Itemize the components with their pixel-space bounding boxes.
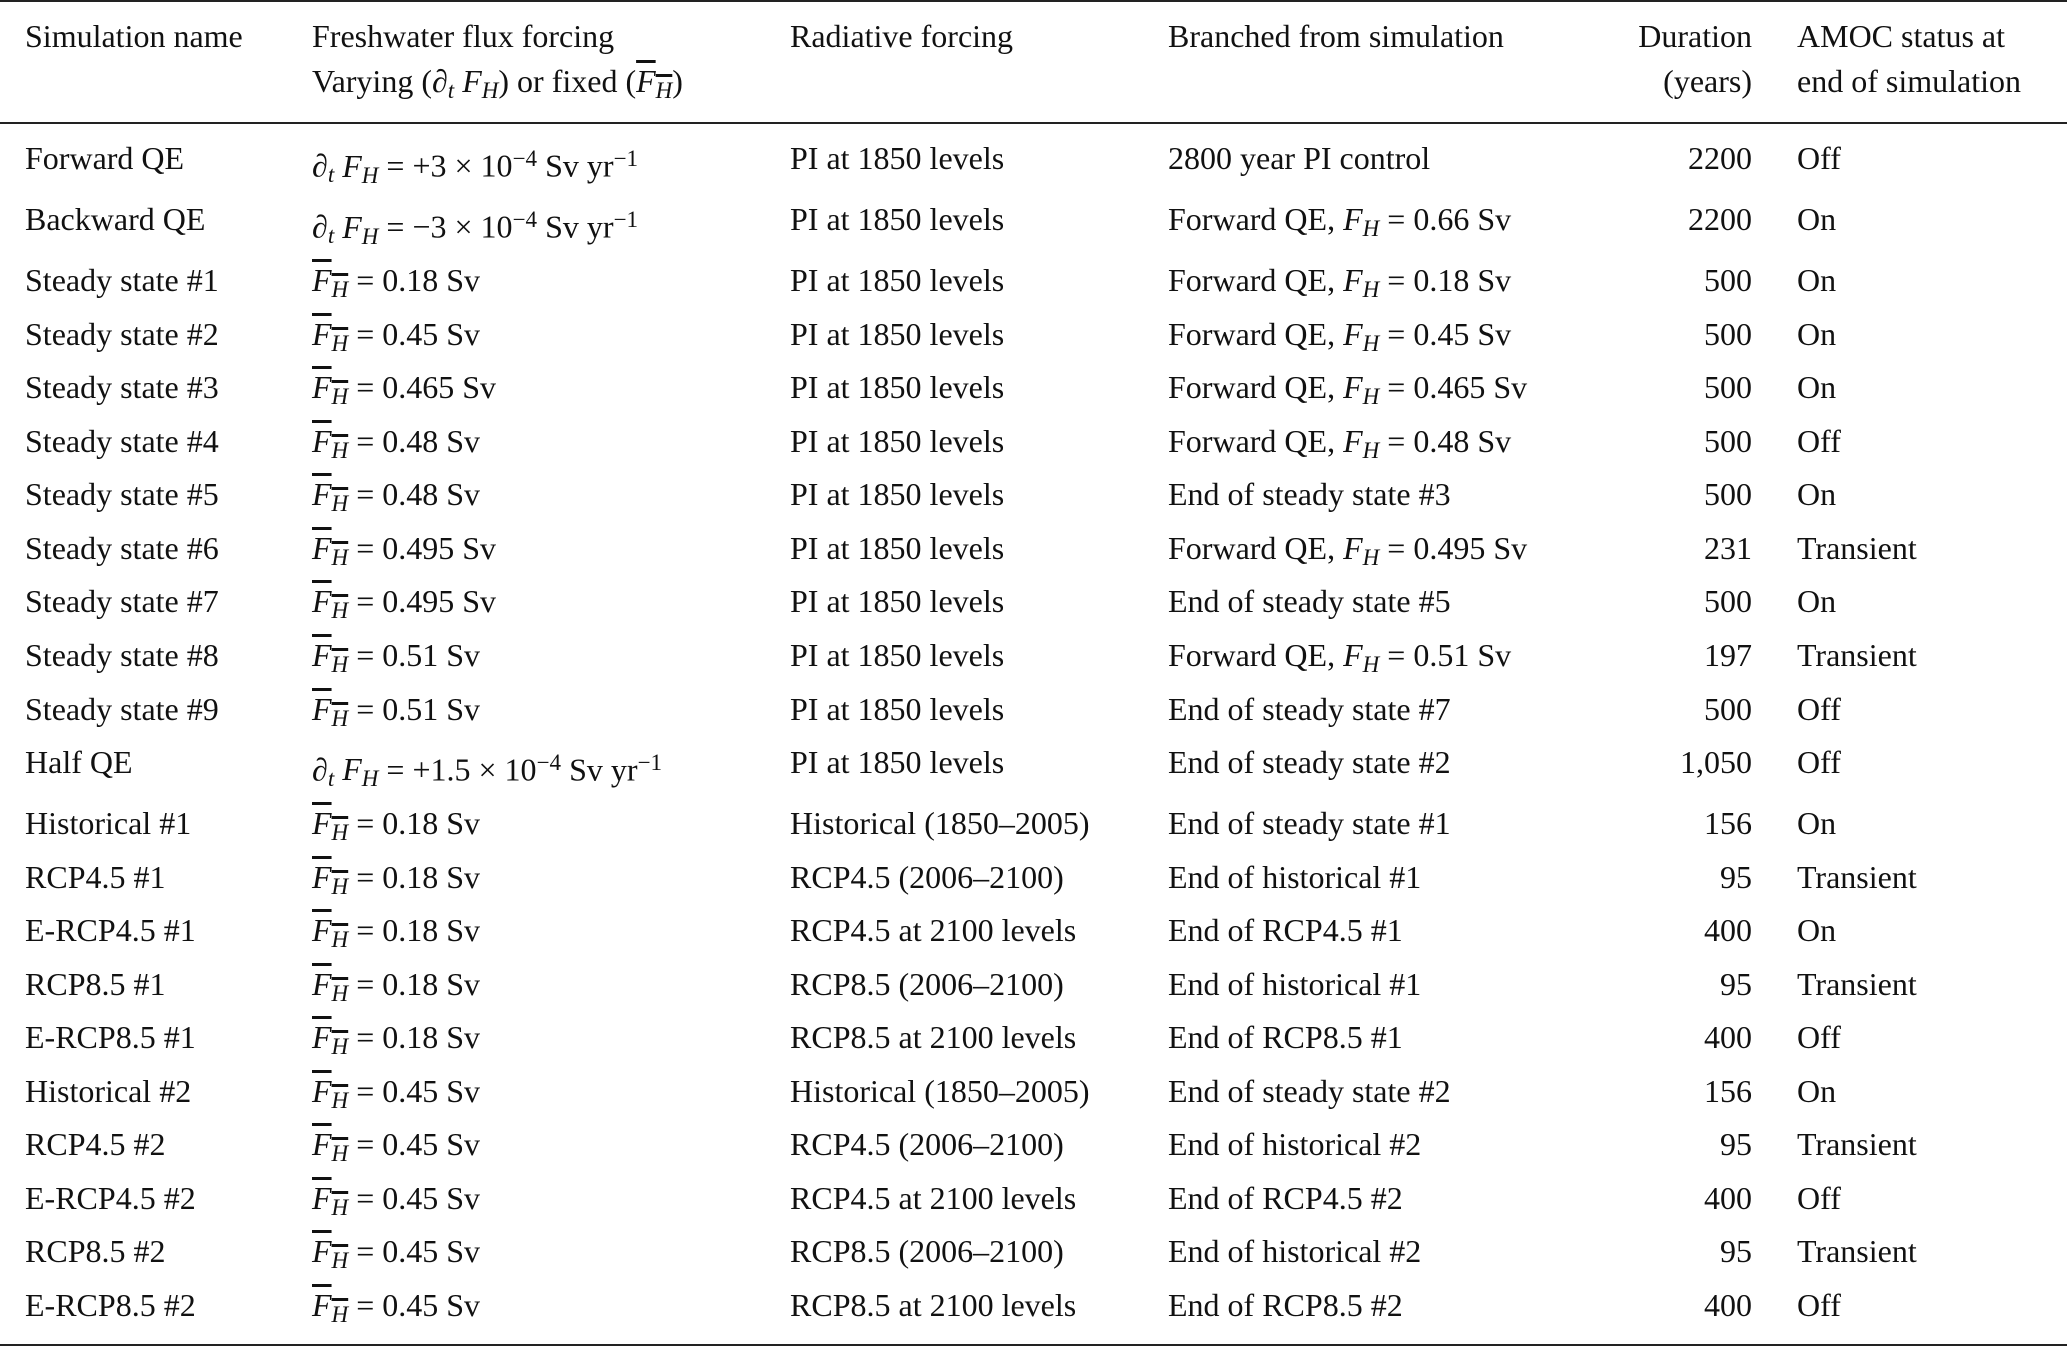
table-row [0, 1015, 2067, 1069]
cell-freshwater-flux: $F_H = 0.18$ Sv [312, 1019, 481, 1059]
cell-branched-from: End of steady state #2 [1168, 1072, 1451, 1109]
header-row-1 [0, 1, 2067, 59]
cell-radiative-forcing: RCP8.5 (2006–2100) [790, 1233, 1064, 1270]
cell-freshwater-flux: $F_H = 0.465$ Sv [312, 369, 497, 409]
cell-duration: 500 [1704, 422, 1752, 459]
cell-freshwater-flux: $F_H = 0.45$ Sv [312, 1126, 481, 1167]
table-row [0, 1283, 2067, 1346]
header-row-2 [0, 59, 2067, 124]
cell-radiative-forcing: PI at 1850 levels [790, 262, 1005, 299]
cell-radiative-forcing: RCP8.5 at 2100 levels [790, 1283, 1168, 1346]
cell-freshwater-flux: $F_H = 0.45$ Sv [312, 1233, 481, 1274]
cell-branched-from: Forward QE, $F_H = 0.48$ Sv [1168, 422, 1512, 463]
cell-duration: 400 [1704, 1179, 1752, 1216]
header-simulation-name: Simulation name [0, 1, 312, 59]
cell-branched-from: Forward QE, $F_H = 0.18$ Sv [1168, 262, 1512, 302]
cell-simulation-name: Steady state #9 [25, 690, 219, 727]
cell-branched-from: End of RCP8.5 #1 [1168, 1019, 1403, 1056]
cell-duration: 400 [1704, 912, 1752, 949]
cell-freshwater-flux: $F_H = 0.495$ Sv [312, 583, 497, 624]
cell-amoc-status: On [1797, 804, 1837, 841]
cell-simulation-name: Historical #2 [25, 1072, 192, 1109]
cell-branched-from: End of steady state #5 [1168, 583, 1451, 620]
table-row [0, 962, 2067, 1016]
cell-freshwater-flux: $F_H = 0.495$ Sv [312, 529, 497, 570]
cell-branched-from: Forward QE, $F_H = 0.66$ Sv [1168, 201, 1512, 241]
cell-duration: 500 [1704, 262, 1752, 299]
cell-amoc-status: Off [1797, 744, 1841, 781]
cell-amoc-status: On [1797, 369, 1837, 406]
cell-amoc-status: Off [1797, 1283, 2067, 1346]
cell-branched-from: End of historical #2 [1168, 1126, 1422, 1163]
cell-branched-from: End of RCP4.5 #1 [1168, 912, 1403, 949]
table-row [0, 687, 2067, 741]
cell-duration: 2200 [1688, 140, 1752, 177]
cell-radiative-forcing: Historical (1850–2005) [790, 804, 1090, 841]
cell-duration: 95 [1720, 858, 1752, 895]
cell-branched-from: End of steady state #7 [1168, 690, 1451, 727]
cell-amoc-status: Transient [1797, 529, 1917, 566]
cell-branched-from: End of steady state #3 [1168, 476, 1451, 513]
table-row [0, 579, 2067, 633]
table-row [0, 123, 2067, 197]
table-row [0, 258, 2067, 312]
cell-freshwater-flux: $F_H = 0.45$ Sv [312, 315, 481, 356]
cell-freshwater-flux: $F_H = 0.18$ Sv [312, 262, 481, 302]
header-amoc-2: end of simulation [1797, 59, 2067, 124]
cell-branched-from: End of RCP4.5 #2 [1168, 1179, 1403, 1216]
cell-amoc-status: On [1797, 315, 1837, 352]
table-row [0, 1069, 2067, 1123]
cell-simulation-name: Forward QE [25, 140, 185, 177]
cell-branched-from: Forward QE, $F_H = 0.465$ Sv [1168, 369, 1528, 409]
cell-amoc-status: On [1797, 583, 1837, 620]
cell-simulation-name: E-RCP8.5 #2 [0, 1283, 312, 1346]
cell-branched-from: End of historical #1 [1168, 858, 1422, 895]
header-radiative: Radiative forcing [790, 1, 1168, 59]
cell-branched-from: Forward QE, $F_H = 0.495$ Sv [1168, 529, 1528, 570]
cell-amoc-status: Transient [1797, 965, 1917, 1002]
cell-radiative-forcing: RCP4.5 at 2100 levels [790, 912, 1077, 949]
header-freshwater-1: Freshwater flux forcing [312, 1, 790, 59]
cell-amoc-status: On [1797, 262, 1837, 299]
cell-duration: 500 [1704, 369, 1752, 406]
cell-duration: 2200 [1688, 201, 1752, 238]
cell-branched-from: 2800 year PI control [1168, 140, 1431, 177]
cell-radiative-forcing: PI at 1850 levels [790, 201, 1005, 238]
cell-simulation-name: Steady state #5 [25, 476, 219, 513]
cell-amoc-status: On [1797, 201, 1837, 238]
cell-radiative-forcing: RCP4.5 (2006–2100) [790, 858, 1064, 895]
cell-simulation-name: Steady state #1 [25, 262, 219, 299]
cell-duration: 400 [1578, 1283, 1797, 1346]
cell-duration: 156 [1704, 804, 1752, 841]
cell-freshwater-flux: $\partial_t$ $F_H = +1.5 \times 10^{-4}$ Sv $yr^{-1}$ [312, 749, 663, 792]
cell-freshwater-flux: $F_H = 0.45$ Sv [312, 1179, 481, 1220]
cell-freshwater-flux: $\partial_t$ $F_H = -3 \times 10^{-4}$ Sv $yr^{-1}$ [312, 206, 639, 249]
cell-branched-from: End of steady state #2 [1168, 744, 1451, 781]
table-body [0, 123, 2067, 1345]
cell-simulation-name: RCP4.5 #2 [25, 1126, 166, 1163]
cell-duration: 500 [1704, 476, 1752, 513]
cell-radiative-forcing: RCP8.5 at 2100 levels [790, 1019, 1077, 1056]
cell-radiative-forcing: PI at 1850 levels [790, 583, 1005, 620]
table-row [0, 908, 2067, 962]
cell-branched-from: Forward QE, $F_H = 0.45$ Sv [1168, 315, 1512, 356]
cell-amoc-status: Transient [1797, 858, 1917, 895]
cell-simulation-name: E-RCP4.5 #2 [25, 1179, 196, 1216]
cell-duration: 1,050 [1680, 744, 1752, 781]
cell-duration: 156 [1704, 1072, 1752, 1109]
cell-amoc-status: On [1797, 912, 1837, 949]
cell-amoc-status: Off [1797, 1019, 1841, 1056]
cell-simulation-name: Backward QE [25, 201, 206, 238]
table-row [0, 740, 2067, 801]
cell-radiative-forcing: PI at 1850 levels [790, 636, 1005, 673]
cell-branched-from: Forward QE, $F_H = 0.51$ Sv [1168, 636, 1512, 677]
cell-amoc-status: Off [1797, 690, 1841, 727]
cell-freshwater-flux: $F_H = 0.51$ Sv [312, 690, 481, 731]
cell-branched-from: End of RCP8.5 #2 [1168, 1283, 1578, 1346]
cell-amoc-status: On [1797, 1072, 1837, 1109]
table-row [0, 1122, 2067, 1176]
cell-freshwater-flux: $F_H = 0.45$ Sv [312, 1283, 790, 1346]
cell-freshwater-flux: $F_H = 0.18$ Sv [312, 965, 481, 1006]
cell-duration: 500 [1704, 315, 1752, 352]
cell-amoc-status: Transient [1797, 1233, 1917, 1270]
cell-amoc-status: Transient [1797, 636, 1917, 673]
cell-simulation-name: RCP8.5 #1 [25, 965, 166, 1002]
cell-freshwater-flux: $F_H = 0.48$ Sv [312, 476, 481, 517]
table-row [0, 633, 2067, 687]
table-row [0, 312, 2067, 366]
cell-amoc-status: Off [1797, 1179, 1841, 1216]
cell-radiative-forcing: RCP4.5 (2006–2100) [790, 1126, 1064, 1163]
cell-freshwater-flux: $\partial_t$ $F_H = +3 \times 10^{-4}$ Sv $yr^{-1}$ [312, 145, 639, 188]
cell-freshwater-flux: $F_H = 0.18$ Sv [312, 804, 481, 845]
cell-freshwater-flux: $F_H = 0.48$ Sv [312, 422, 481, 463]
cell-duration: 95 [1720, 965, 1752, 1002]
cell-amoc-status: Off [1797, 140, 1841, 177]
cell-duration: 500 [1704, 583, 1752, 620]
cell-simulation-name: RCP8.5 #2 [25, 1233, 166, 1270]
table-row [0, 419, 2067, 473]
cell-duration: 500 [1704, 690, 1752, 727]
cell-radiative-forcing: PI at 1850 levels [790, 315, 1005, 352]
cell-duration: 231 [1704, 529, 1752, 566]
cell-simulation-name: E-RCP4.5 #1 [25, 912, 196, 949]
cell-radiative-forcing: PI at 1850 levels [790, 140, 1005, 177]
cell-freshwater-flux: $F_H = 0.45$ Sv [312, 1072, 481, 1113]
table-row [0, 365, 2067, 419]
cell-amoc-status: Off [1797, 422, 1841, 459]
cell-simulation-name: Steady state #2 [25, 315, 219, 352]
cell-simulation-name: Steady state #3 [25, 369, 219, 406]
cell-radiative-forcing: PI at 1850 levels [790, 369, 1005, 406]
cell-amoc-status: On [1797, 476, 1837, 513]
table-header [0, 1, 2067, 123]
cell-simulation-name: Half QE [25, 744, 133, 781]
table-row [0, 801, 2067, 855]
cell-simulation-name: E-RCP8.5 #1 [25, 1019, 196, 1056]
cell-radiative-forcing: PI at 1850 levels [790, 690, 1005, 727]
table-row [0, 1229, 2067, 1283]
cell-radiative-forcing: PI at 1850 levels [790, 476, 1005, 513]
table-row [0, 197, 2067, 258]
cell-branched-from: End of historical #2 [1168, 1233, 1422, 1270]
table-row [0, 855, 2067, 909]
table-row [0, 526, 2067, 580]
cell-radiative-forcing: RCP4.5 at 2100 levels [790, 1179, 1077, 1216]
header-amoc-1: AMOC status at [1797, 1, 2067, 59]
cell-simulation-name: Steady state #6 [25, 529, 219, 566]
cell-freshwater-flux: $F_H = 0.18$ Sv [312, 912, 481, 952]
cell-duration: 95 [1720, 1126, 1752, 1163]
header-freshwater-2: Varying ($\partial_t$ $F_H$) or fixed $(F_H)$ [312, 59, 790, 124]
cell-simulation-name: Historical #1 [25, 804, 192, 841]
table-row [0, 472, 2067, 526]
cell-radiative-forcing: PI at 1850 levels [790, 529, 1005, 566]
cell-radiative-forcing: RCP8.5 (2006–2100) [790, 965, 1064, 1002]
cell-freshwater-flux: $F_H = 0.51$ Sv [312, 636, 481, 677]
cell-simulation-name: Steady state #8 [25, 636, 219, 673]
cell-radiative-forcing: PI at 1850 levels [790, 744, 1005, 781]
cell-simulation-name: RCP4.5 #1 [25, 858, 166, 895]
header-duration-2: (years) [1578, 59, 1797, 124]
header-branched: Branched from simulation [1168, 1, 1578, 59]
cell-branched-from: End of steady state #1 [1168, 804, 1451, 841]
cell-duration: 400 [1704, 1019, 1752, 1056]
cell-branched-from: End of historical #1 [1168, 965, 1422, 1002]
cell-freshwater-flux: $F_H = 0.18$ Sv [312, 858, 481, 899]
cell-duration: 197 [1704, 636, 1752, 673]
header-duration-1: Duration [1578, 1, 1797, 59]
cell-amoc-status: Transient [1797, 1126, 1917, 1163]
cell-duration: 95 [1720, 1233, 1752, 1270]
cell-simulation-name: Steady state #7 [25, 583, 219, 620]
cell-radiative-forcing: PI at 1850 levels [790, 422, 1005, 459]
cell-simulation-name: Steady state #4 [25, 422, 219, 459]
cell-radiative-forcing: Historical (1850–2005) [790, 1072, 1090, 1109]
table-row [0, 1176, 2067, 1230]
